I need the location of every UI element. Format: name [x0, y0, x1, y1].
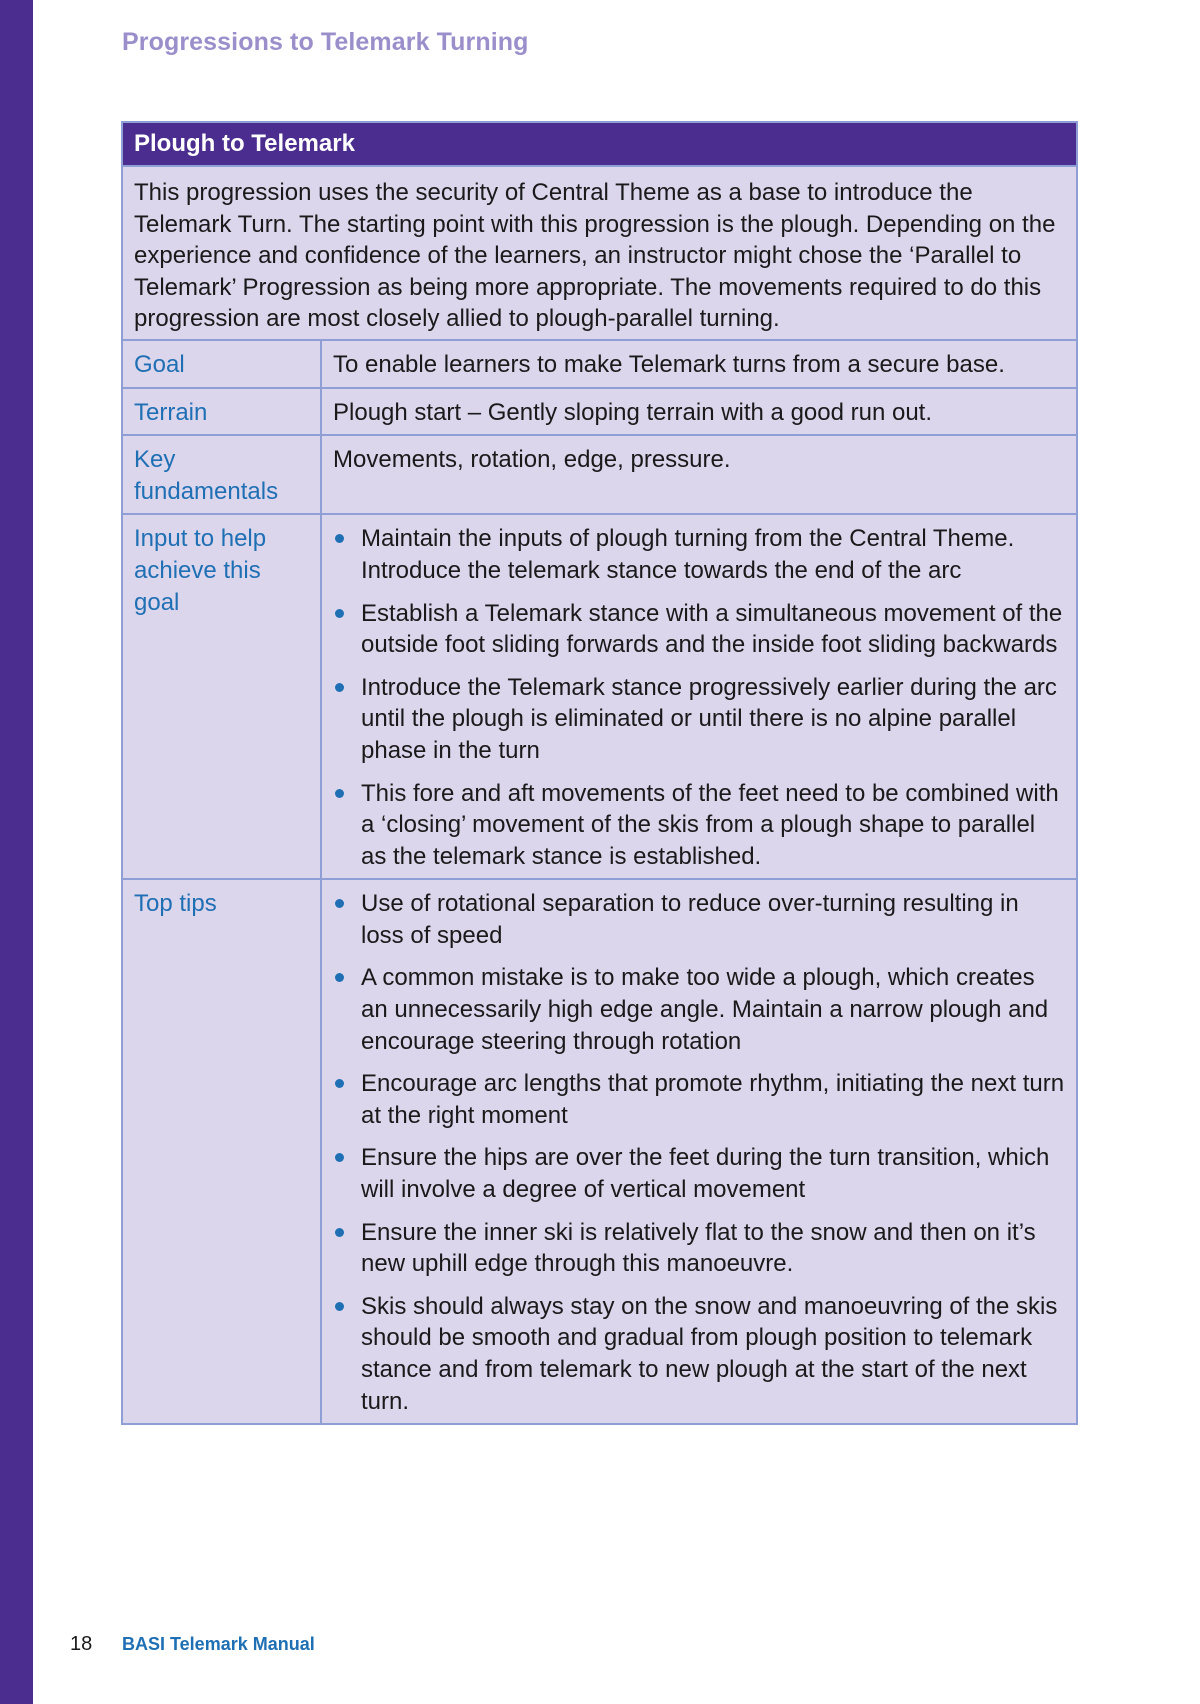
list-item: [333, 888, 1066, 951]
bullet-icon: [335, 1302, 344, 1311]
bullet-text: A common mistake is to make too wide a plough, which creates an unnecessarily high edge angle. Maintain a narrow plough and encourage steering through rotation: [361, 964, 1049, 1055]
tips-bullet-list: [333, 888, 1066, 1417]
bullet-icon: [335, 1153, 344, 1162]
bullet-text: Ensure the hips are over the feet during the turn transition, which will involve a degree of vertical movement: [361, 1144, 1050, 1204]
bullet-icon: [335, 1228, 344, 1237]
bullet-text: Maintain the inputs of plough turning from the Central Theme. Introduce the telemark stance towards the end of the arc: [361, 525, 1015, 584]
bullet-text: Skis should always stay on the snow and manoeuvring of the skis should be smooth and gradual from plough position to telemark stance and from telemark to new plough at the start of the next turn.: [361, 1292, 1058, 1415]
bullet-text: Use of rotational separation to reduce over-turning resulting in loss of speed: [361, 890, 1019, 949]
row-terrain: [123, 387, 1076, 435]
footer-manual-title: BASI Telemark Manual: [122, 1634, 315, 1654]
list-item: [333, 672, 1066, 767]
card-title: Plough to Telemark: [123, 123, 1076, 165]
input-bullet-list: [333, 523, 1066, 872]
row-key-fundamentals: [123, 434, 1076, 513]
row-top-tips: [123, 878, 1076, 1423]
bullet-text: Establish a Telemark stance with a simultaneous movement of the outside foot sliding forwards and the inside foot sliding backwards: [361, 599, 1063, 659]
row-label: Goal: [123, 341, 322, 387]
bullet-icon: [335, 534, 344, 543]
row-text: Movements, rotation, edge, pressure.: [333, 446, 731, 474]
bullet-icon: [335, 683, 344, 692]
section-header: Progressions to Telemark Turning: [122, 28, 529, 56]
row-input-to-help: [123, 513, 1076, 878]
row-label: Top tips: [123, 880, 322, 1423]
progression-card: [121, 121, 1078, 1425]
list-item: [333, 523, 1066, 586]
row-text: Plough start – Gently sloping terrain with a good run out.: [333, 398, 933, 426]
list-item: [333, 1068, 1066, 1131]
page-edge-stripe: [0, 0, 33, 1704]
bullet-text: Introduce the Telemark stance progressively earlier during the arc until the plough is eliminated or until there is no alpine parallel phase in the turn: [361, 673, 1057, 764]
bullet-text: Ensure the inner ski is relatively flat to the snow and then on it’s new uphill edge through this manoeuvre.: [361, 1218, 1036, 1278]
row-label: Terrain: [123, 389, 322, 435]
row-goal: [123, 339, 1076, 387]
list-item: [333, 598, 1066, 661]
card-intro: This progression uses the security of Central Theme as a base to introduce the Telemark Turn. The starting point with this progression is the plough. Depending on the experience and confidence of the learners, an instructor might chose the ‘Parallel to Telemark’ Progression as being more appropriate. The movements required to do this progression are most closely allied to plough-parallel turning.: [123, 165, 1076, 339]
bullet-text: This fore and aft movements of the feet need to be combined with a ‘closing’ movement of the skis from a plough shape to parallel as the telemark stance is established.: [361, 779, 1059, 870]
bullet-icon: [335, 899, 344, 908]
bullet-icon: [335, 609, 344, 618]
list-item: [333, 778, 1066, 873]
bullet-icon: [335, 973, 344, 982]
bullet-text: Encourage arc lengths that promote rhythm, initiating the next turn at the right moment: [361, 1070, 1065, 1129]
row-text: To enable learners to make Telemark turns from a secure base.: [333, 350, 1005, 378]
bullet-icon: [335, 789, 344, 798]
row-label: Key fundamentals: [123, 436, 322, 513]
list-item: [333, 962, 1066, 1057]
page-number: 18: [70, 1633, 93, 1655]
list-item: [333, 1217, 1066, 1280]
list-item: [333, 1142, 1066, 1205]
row-label: Input to help achieve this goal: [123, 515, 322, 878]
bullet-icon: [335, 1079, 344, 1088]
list-item: [333, 1291, 1066, 1417]
